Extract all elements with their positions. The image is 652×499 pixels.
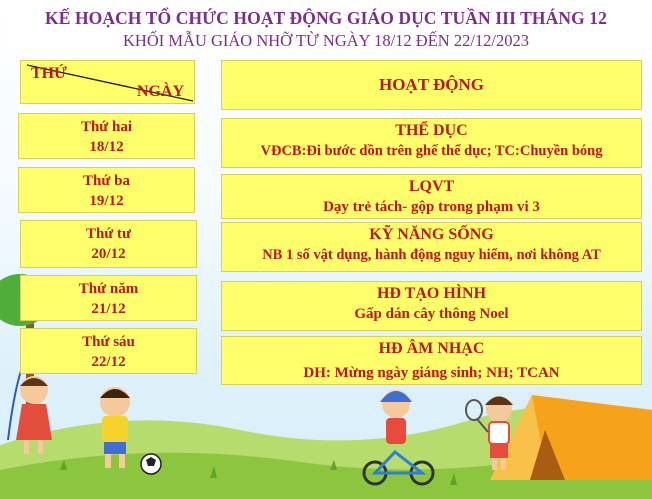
- activity-detail: Dạy trẻ tách- gộp trong phạm vi 3: [323, 199, 540, 215]
- tent-icon: [490, 395, 652, 480]
- weekday-label: Thứ tư: [85, 226, 132, 242]
- activity-cell-friday: [221, 336, 642, 385]
- weekday-label: Thứ năm: [78, 281, 139, 297]
- activity-cell-thursday: [221, 281, 642, 331]
- day-cell-thursday: [20, 275, 197, 321]
- activity-detail: DH: Mừng ngày giáng sinh; NH; TCAN: [303, 365, 560, 381]
- weekday-label: Thứ hai: [80, 119, 133, 135]
- day-cell-friday: [20, 328, 197, 374]
- activity-cell-monday: [221, 118, 642, 168]
- weekday-label: Thứ ba: [83, 173, 130, 189]
- weekday-label: Thứ sáu: [82, 334, 135, 350]
- page-title: KẾ HOẠCH TỔ CHỨC HOẠT ĐỘNG GIÁO DỤC TUẦN III THÁNG 12: [45, 8, 607, 28]
- day-cell-tuesday: [18, 167, 195, 213]
- date-label: 22/12: [91, 354, 126, 370]
- day-cell-wednesday: [20, 220, 197, 268]
- weekday-header-label: THỨ: [31, 65, 67, 82]
- day-cell-monday: [18, 113, 195, 159]
- activity-detail: Gấp dán cây thông Noel: [354, 306, 509, 322]
- date-label: 18/12: [89, 139, 124, 155]
- activity-title: HĐ TẠO HÌNH: [376, 285, 487, 302]
- activity-header-cell: [221, 60, 642, 110]
- date-label: 20/12: [91, 246, 126, 262]
- activity-header-label: HOẠT ĐỘNG: [378, 75, 484, 94]
- activity-detail: VĐCB:Đi bước dồn trên ghế thể dục; TC:Chuyền bóng: [260, 143, 603, 159]
- day-header-cell: [20, 60, 195, 104]
- activity-cell-wednesday: [221, 222, 642, 272]
- date-label: 21/12: [91, 301, 126, 317]
- activity-title: LQVT: [408, 178, 455, 195]
- activity-title: THỂ DỤC: [395, 122, 468, 139]
- activity-title: HĐ ÂM NHẠC: [378, 340, 485, 357]
- activity-title: KỸ NĂNG SỐNG: [369, 226, 494, 243]
- date-label: 19/12: [89, 193, 124, 209]
- activity-detail: NB 1 số vật dụng, hành động nguy hiểm, nơi không AT: [262, 247, 601, 263]
- page-subtitle: KHỐI MẪU GIÁO NHỠ TỪ NGÀY 18/12 ĐẾN 22/12/2023: [122, 31, 530, 50]
- date-header-label: NGÀY: [136, 83, 184, 100]
- activity-cell-tuesday: [221, 174, 642, 219]
